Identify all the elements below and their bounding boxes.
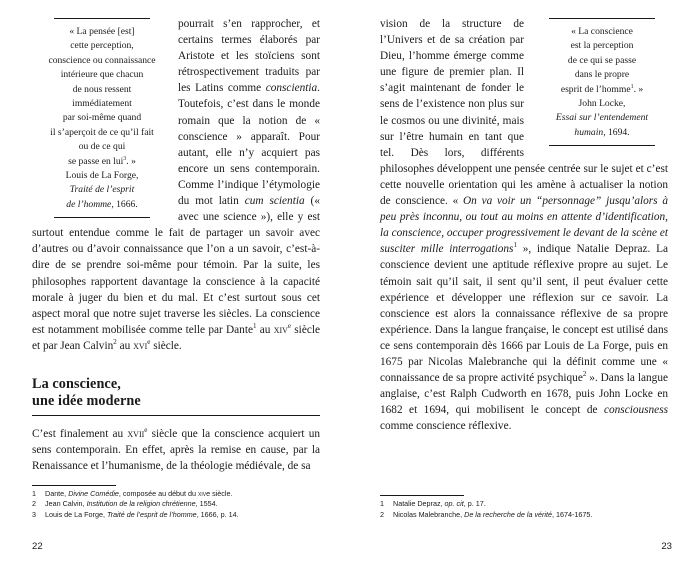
- pullquote-text: se passe en lui: [68, 155, 124, 167]
- body-text: siècle que la conscience acquiert un sens contemporain. En effet, après la remise en cause, par la Renaissance et l’humanisme, de la théologie médiévale, de sa: [32, 427, 320, 473]
- footnote-number: 2: [380, 509, 384, 519]
- footnote-post: , 1666, p. 14.: [196, 509, 239, 519]
- pullquote-rule-top: [549, 18, 655, 19]
- pullquote-line: est la perception: [570, 40, 634, 52]
- heading-line-1: La conscience,: [32, 375, 121, 392]
- footnote-number: 3: [32, 509, 36, 519]
- footnote-number: 1: [32, 488, 36, 498]
- footnote-text: [393, 499, 668, 509]
- footnote-pre: Natalie Depraz,: [393, 499, 445, 509]
- footnote-ref: 1: [513, 241, 517, 250]
- footnote-ref: 2: [113, 338, 117, 347]
- body-text: pourrait s’en rapprocher, et certains termes élaborés par Aristote et les stoïciens sont rétrospectivement traduits par les Latins comme: [178, 18, 320, 95]
- footnote-title: op. cit: [444, 499, 464, 509]
- footnote-post: , 1554.: [195, 499, 218, 509]
- body-text: au: [116, 339, 134, 352]
- footnote-text: [45, 499, 320, 509]
- body-text: », indique Natalie Depraz. La conscience devient une aptitude réflexive propre au sujet. Le témoin sait qu’il sait, il sent qu’il sent, il peut évaluer cette expérience et développer une réflexion sur ce savoir. La conscience est alors la connaissance réflexive de sa propre expérience. Dans la langue française, le concept est utilisé dans ce sens contemporain dès 1666 par Louis de La Forge, puis en 1675 par Nicolas Malebranche qui la définit comme une « connaissance de sa propre activité psychique: [380, 243, 668, 385]
- footnote-ref: 1: [630, 83, 634, 90]
- footnote-item: [32, 510, 320, 520]
- footnote-post: , 1674-1675.: [552, 509, 593, 519]
- pullquote-line-final: [40, 155, 164, 169]
- footnote-item: [32, 489, 320, 499]
- pullquote-line: ou de ce qui: [78, 141, 126, 153]
- footnote-pre: Dante,: [45, 488, 69, 498]
- ordinal-suffix: e: [147, 338, 151, 347]
- pullquote-line: de nous ressent: [72, 83, 132, 95]
- english-term-consciousness: consciousness: [603, 404, 668, 417]
- pullquote-line: par soi-même quand: [62, 112, 142, 124]
- left-text-column: [32, 16, 320, 474]
- footnote-pre: Jean Calvin,: [45, 499, 87, 509]
- footnote-title: Institution de la religion chrétienne: [86, 499, 196, 509]
- footnote-number: 1: [380, 499, 384, 509]
- century-numeral: xiv: [273, 323, 288, 336]
- pullquote-line: « La conscience: [571, 26, 633, 37]
- footnote-text: [45, 510, 320, 520]
- page-title: [32, 376, 320, 415]
- depraz-quotation: On va voir un “personnage” jusqu’alors à peu près inconnu, ou tout au moins en attente d’identification, la conscience, occuper progressivement le devant de la scène et susciter mille interrogations: [380, 195, 668, 256]
- body-text: vision de la structure de l’Univers et de sa création par Dieu, l’homme émerge comme une figure de premier plan. Il s’agit maintenant de fonder le sens de l’existence non plus sur le cosmos ou une divinité, mais sur l’être humain en tant que tel. Dès lors, différents philosophes développent une pensée centrée sur le sujet et c’est cette nouvelle orientation qui les amène à actualiser la notion de conscience. «: [380, 18, 668, 208]
- footnote-ref: 3: [123, 155, 127, 162]
- footnote-title: Divine Comédie: [68, 488, 119, 498]
- footnote-ref: 1: [252, 322, 257, 331]
- latin-term-cum-scientia: cum scientia: [244, 195, 305, 208]
- footnote-post: , composée au début du: [118, 488, 199, 498]
- right-footnotes: [380, 495, 668, 520]
- pullquote-rule-bottom: [549, 145, 655, 146]
- pullquote-source-line2: [40, 198, 164, 212]
- century-numeral: xvi: [133, 339, 148, 352]
- body-text: ». Dans la langue anglaise, c’est Ralph Cudworth en 1678, puis John Locke en 1682 et 1694, qui mobilisent le concept de: [380, 372, 668, 417]
- pullquote-line: immédiatement: [72, 98, 132, 110]
- pullquote-line-final: [538, 83, 666, 97]
- body-text: siècle et par Jean Calvin: [32, 323, 320, 352]
- pullquote-text: esprit de l’homme: [560, 83, 631, 95]
- century-numeral: xiv: [198, 488, 207, 498]
- body-text: siècle.: [150, 339, 182, 352]
- pullquote-line: dans le propre: [574, 69, 630, 81]
- left-body-paragraph-2: [32, 426, 320, 474]
- pullquote-rule-bottom: [54, 217, 150, 218]
- footnote-title: Traité de l’esprit de l’homme: [106, 509, 197, 519]
- footnote-ref: 2: [582, 370, 587, 379]
- footnote-item: [380, 510, 668, 520]
- footnote-pre: Louis de La Forge,: [45, 509, 107, 519]
- pullquote-text-tail: . »: [126, 155, 136, 167]
- footnote-number: 2: [32, 499, 36, 509]
- pullquote-source-line1: Traité de l’esprit: [69, 184, 135, 196]
- pullquote-source-italic: humain: [574, 126, 604, 138]
- pullquote-line: de ce qui se passe: [567, 54, 637, 66]
- pullquote-line: intérieure que chacun: [60, 69, 144, 81]
- footnote-pre: Nicolas Malebranche,: [393, 509, 465, 519]
- footnote-item: [380, 499, 668, 509]
- pullquote-source-italic: de l’homme: [66, 198, 112, 210]
- page-right: [350, 0, 700, 566]
- footnote-separator-rule: [32, 485, 116, 486]
- pullquote-source-line2: [538, 126, 666, 140]
- pullquote-text-tail: . »: [633, 83, 644, 95]
- footnote-title: De la recherche de la vérité: [464, 509, 553, 519]
- century-numeral: xvii: [127, 427, 145, 440]
- page-number-right: 23: [661, 541, 672, 552]
- ordinal-suffix: e: [287, 322, 292, 331]
- body-text: (« avec une science »), elle y est surtout entendue comme le fait de partager un savoir avec d’autres ou d’avoir connaissance que l’on a un savoir, c’est-à-dire de se prendre soi-même pour témoin. Par la suite, les philosophes rapportent davantage la conscience à la capacité morale à juger du bien et du mal. Et c’est surtout sous cet aspect moral que notre sujet traverse les siècles. La conscience est notamment mobilisée comme telle par Dante: [32, 195, 320, 336]
- footnote-separator-rule: [380, 495, 464, 496]
- footnote-text: [45, 489, 320, 499]
- pullquote-line: cette perception,: [70, 40, 134, 52]
- pullquote-attribution: John Locke,: [578, 98, 626, 110]
- body-text: comme conscience réflexive.: [380, 420, 512, 433]
- footnote-post2: e siècle.: [206, 488, 233, 498]
- ordinal-suffix: e: [144, 426, 148, 435]
- pullquote-line: « La pensée [est]: [69, 26, 135, 37]
- pullquote-rule-top: [54, 18, 150, 19]
- pullquote-line: conscience ou connaissance: [48, 54, 156, 66]
- heading-line-2: une idée moderne: [32, 393, 141, 410]
- left-footnotes: [32, 485, 320, 520]
- body-text: C’est finalement au: [32, 427, 128, 440]
- pullquote-la-forge: [40, 18, 164, 218]
- pullquote-attribution: Louis de La Forge,: [65, 170, 139, 182]
- footnote-post: , p. 17.: [463, 499, 486, 509]
- body-text: au: [256, 323, 274, 336]
- page-number-left: 22: [32, 541, 43, 552]
- pullquote-source-line1: Essai sur l’entendement: [555, 112, 649, 124]
- footnote-item: [32, 499, 320, 509]
- right-text-column: [380, 16, 668, 434]
- section-heading-wrap: [32, 354, 320, 426]
- pullquote-source-year: , 1694.: [603, 126, 630, 138]
- pullquote-john-locke: [538, 18, 666, 146]
- body-text: . Toutefois, c’est dans le monde romain que la notion de « conscience » apparaît. Pour autant, elle n’y acquiert pas encore un sens contemporain. Comme l’indique l’étymologie du mot latin: [178, 82, 320, 208]
- pullquote-line: il s’aperçoit de ce qu’il fait: [50, 126, 154, 138]
- pullquote-source-year: , 1666.: [111, 198, 138, 210]
- heading-rule: [32, 415, 320, 416]
- latin-term-conscientia: conscientia: [265, 82, 318, 95]
- footnote-text: [393, 510, 668, 520]
